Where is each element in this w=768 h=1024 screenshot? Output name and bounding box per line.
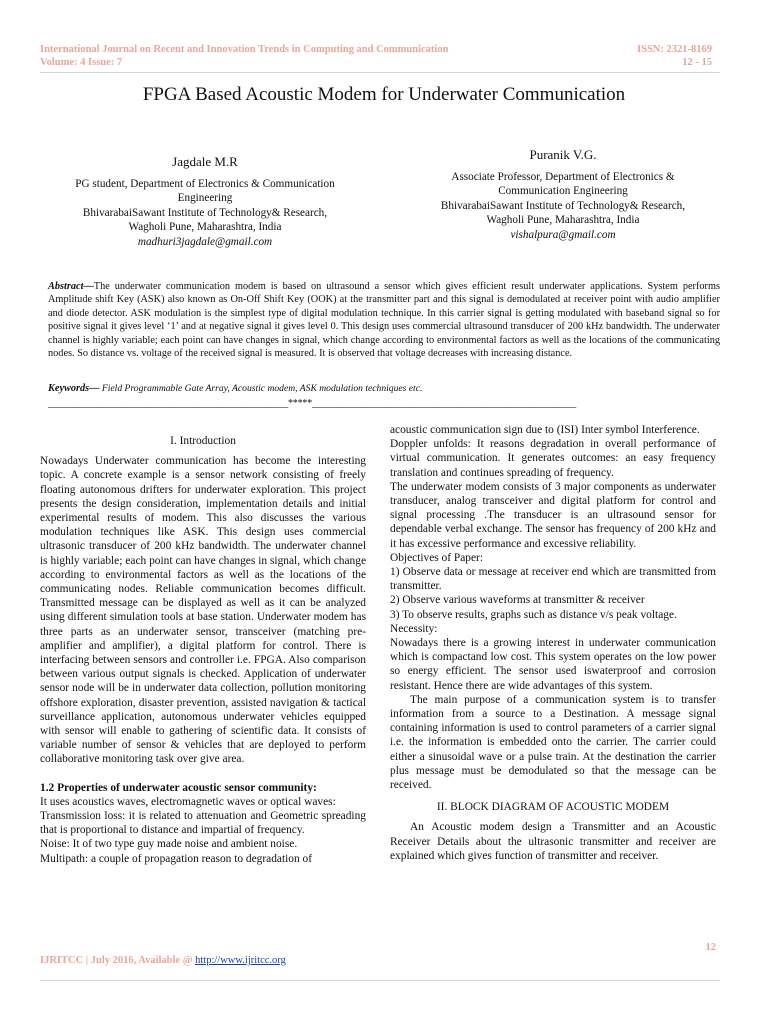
footer-text: IJRITCC | July 2016, Available @ (40, 955, 196, 966)
journal-name: International Journal on Recent and Innovation Trends in Computing and Communication (40, 44, 449, 55)
author-2-email: vishalpura@gmail.com (510, 228, 616, 241)
subsection-1-2-heading: 1.2 Properties of underwater acoustic sensor community: (40, 781, 317, 794)
section-2-heading: II. BLOCK DIAGRAM OF ACOUSTIC MODEM (436, 801, 670, 814)
section-2-body: An Acoustic modem design a Transmitter and an Acoustic Receiver Details about the ultrasonic transmitter and receiver are explained which gives function of transmitter and receiver. (390, 821, 716, 862)
right-column-line: The underwater modem consists of 3 major components as underwater transducer, analog transceiver and digital platform for control and signal processing .The transducer is an ultrasound sensor for dependable verbal exchange. The sensor has frequency of 200 kHz and it has excessive performance and excessive reliability. (390, 480, 716, 550)
subsection-line: It uses acoustics waves, electromagnetic waves or optical waves: (40, 795, 336, 808)
left-column (40, 430, 366, 866)
author-1-name: Jagdale M.R (172, 154, 238, 169)
keywords (48, 383, 422, 394)
author-2 (408, 148, 718, 242)
right-column-line: Nowadays there is a growing interest in underwater communication which is compactand low cost. This system operates on the low power so energy efficient. The sensor used iswaterproof and corrosion resistant. Hence there are wide advantages of this system. (390, 637, 716, 692)
right-column-line: Objectives of Paper: (390, 551, 483, 564)
subsection-line: Transmission loss: it is related to attenuation and Geometric spreading that is proportional to distance and impartial of frequency. (40, 810, 366, 837)
subsection-line: Multipath: a couple of propagation reason to degradation of (40, 852, 313, 865)
purpose-paragraph: The main purpose of a communication system is to transfer information from a source to a Destination. A message signal containing information is used to control parameters of a carrier signal i.e. the information is embedded onto the carrier. The carrier could either a sinusoidal wave or a pulse train. At the destination the carrier plus message must be demodulated so that the message can be received. (390, 693, 716, 792)
journal-header (40, 43, 448, 69)
abstract (48, 280, 720, 360)
author-1 (50, 155, 360, 249)
right-column-line: 1) Observe data or message at receiver end which are transmitted from transmitter. (390, 566, 716, 593)
author-1-affiliation: Engineering (177, 192, 233, 204)
journal-issn: ISSN: 2321-8169 (637, 44, 712, 55)
right-column-line: 2) Observe various waveforms at transmitter & receiver (390, 594, 645, 607)
page-number: 12 (705, 942, 716, 953)
right-column-line: Necessity: (390, 622, 438, 635)
separator-line: __________________________________________________*****_______________________________________________________ (48, 398, 577, 409)
header-divider (40, 72, 720, 73)
author-2-affiliation: Wagholi Pune, Maharashtra, India (486, 214, 640, 226)
author-1-affiliation: PG student, Department of Electronics & Communication (75, 177, 335, 190)
author-1-affiliation: BhivarabaiSawant Institute of Technology& Research, (82, 206, 328, 219)
subsection-line: Noise: It of two type guy made noise and ambient noise. (40, 838, 298, 851)
author-1-affiliation: Wagholi Pune, Maharashtra, India (128, 221, 282, 233)
author-2-affiliation: Associate Professor, Department of Electronics & (451, 170, 675, 183)
section-1-heading: I. Introduction (170, 435, 236, 447)
right-column-line: Doppler unfolds: It reasons degradation in overall performance of virtual communication. It generates outcomes: an easy frequency translation and continues spreading of frequency. (390, 438, 716, 479)
footer-link[interactable]: http://www.ijritcc.org (195, 955, 286, 966)
journal-pages: 12 - 15 (682, 57, 712, 68)
right-column-line: acoustic communication sign due to (ISI) Inter symbol Interference. (390, 424, 700, 436)
footer-citation (40, 955, 286, 966)
right-column (390, 423, 716, 863)
paper-title: FPGA Based Acoustic Modem for Underwater Communication (142, 84, 626, 105)
footer-divider (40, 980, 720, 981)
author-2-affiliation: BhivarabaiSawant Institute of Technology& Research, (440, 199, 686, 212)
author-1-email: madhuri3jagdale@gmail.com (137, 235, 273, 248)
right-column-line: 3) To observe results, graphs such as distance v/s peak voltage. (390, 608, 677, 621)
abstract-label: Abstract— (48, 281, 94, 292)
abstract-text: The underwater communication modem is based on ultrasound a sensor which gives efficient result underwater applications. System performs Amplitude shift Key (ASK) also known as On-Off Shift Key (OOK) at the transmitter part and this signal is demodulated at receiver point with audio amplifier and diode detector. ASK modulation is the simplest type of digital modulation technique. In this carrier signal is getting modulated with baseband signal so for positive signal it gives level ‘1’ and at negative signal it gives level 0. This design uses commercial ultrasound transducer of 200 kHz bandwidth. The underwater channel is highly variable; each point can have changes in signal, which change according to environmental factors as well as the locations of the communicating nodes. So distance vs. voltage of the received signal is measured. It is observed that voltage decreases with increasing distance. (48, 281, 720, 360)
journal-volume: Volume: 4 Issue: 7 (40, 57, 123, 68)
author-2-name: Puranik V.G. (529, 147, 597, 162)
keywords-text: Field Programmable Gate Array, Acoustic modem, ASK modulation techniques etc. (99, 383, 423, 394)
journal-issn-block (637, 43, 712, 69)
author-2-affiliation: Communication Engineering (498, 185, 628, 197)
keywords-label: Keywords— (48, 383, 100, 394)
section-1-body: Nowadays Underwater communication has become the interesting topic. A concrete example is a sensor network consisting of freely floating autonomous drifters for underwater exploration. This project presents the design consideration, implementation details and initial experimental results of modem. This also discusses the various modulation techniques like ASK. This design uses commercial ultrasonic transducer of 200 kHz bandwidth. The underwater channel is highly variable; each point can have changes in signal, which change according to environmental factors as well as the locations of the communicating nodes. Reliable communication becomes difficult. Transmitted message can be displayed as well as it can be analyzed using different simulation tools at base station. Underwater modem has three parts as an underwater sensor, transceiver (matching pre-amplifier and amplifier), a digital platform for control. There is interfacing between sensors and controller i.e. FPGA. Also comparison between various output signals is checked. Application of underwater sensor node will be in underwater data collection, pollution monitoring offshore exploration, disaster prevention, assisted navigation & tactical surveillance application, autonomous underwater vehicles equipped with sensor will enable to gathering of scientific data. It consists of variable number of sensor & vehicles that are deployed to perform collaborative monitoring task over give area. (40, 455, 366, 766)
